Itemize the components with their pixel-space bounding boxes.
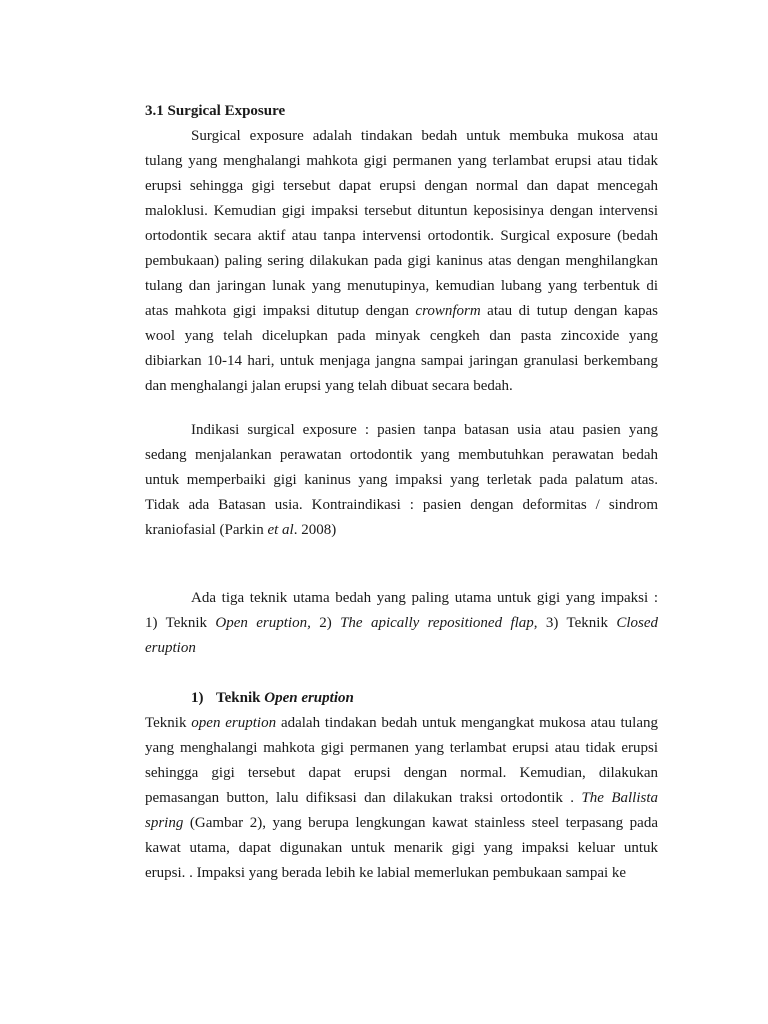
text-line: Ada tiga teknik utama bedah yang paling utama untuk gigi yang impaksi : bbox=[191, 590, 658, 606]
italic-term: spring bbox=[145, 815, 184, 831]
italic-term: Open eruption, bbox=[215, 615, 311, 631]
text-run: kraniofasial (Parkin bbox=[145, 522, 268, 538]
text-line: pembukaan) paling sering dilakukan pada gigi kaninus atas dengan menghilangkan bbox=[145, 253, 658, 269]
text-line bbox=[145, 611, 658, 636]
italic-term: Open eruption bbox=[264, 690, 354, 706]
text-run: . 2008) bbox=[293, 522, 337, 538]
text-line: Tidak ada Batasan usia. Kontraindikasi : pasien dengan deformitas / sindrom bbox=[145, 497, 658, 513]
text-run: atau di tutup dengan kapas bbox=[480, 303, 658, 319]
list-number: 1) bbox=[191, 690, 204, 706]
italic-term: open eruption bbox=[191, 715, 277, 731]
paragraph-surgical-exposure bbox=[145, 124, 658, 399]
paragraph-teknik-utama bbox=[145, 586, 658, 661]
italic-term: The apically repositioned flap bbox=[340, 615, 534, 631]
text-line: kawat utama, dapat digunakan untuk menarik gigi yang impaksi keluar untuk bbox=[145, 840, 658, 856]
text-line: maloklusi. Kemudian gigi impaksi tersebut dituntun keposisinya dengan intervensi bbox=[145, 203, 658, 219]
text-line: untuk memperbaiki gigi kaninus yang impaksi yang terletak pada palatum atas. bbox=[145, 472, 658, 488]
text-line: Surgical exposure adalah tindakan bedah untuk membuka mukosa atau bbox=[191, 128, 658, 144]
text-run: Teknik bbox=[216, 690, 265, 706]
text-run: 1) Teknik bbox=[145, 615, 216, 631]
text-line: erupsi. . Impaksi yang berada lebih ke labial memerlukan pembukaan sampai ke bbox=[145, 865, 627, 881]
text-line: erupsi sehingga gigi tersebut dapat erupsi dengan normal dan dapat mencegah bbox=[145, 178, 658, 194]
text-run: atas mahkota gigi impaksi ditutup dengan bbox=[145, 303, 416, 319]
text-line: sedang menjalankan perawatan ortodontik yang membutuhkan perawatan bedah bbox=[145, 447, 658, 463]
paragraph-indikasi bbox=[145, 418, 658, 543]
text-run: , 3) Teknik bbox=[533, 615, 617, 631]
italic-term: crownform bbox=[415, 303, 481, 319]
text-run: 2) bbox=[310, 615, 341, 631]
text-run: Teknik bbox=[145, 715, 192, 731]
text-line bbox=[145, 299, 658, 324]
text-line bbox=[145, 811, 658, 836]
text-line: Indikasi surgical exposure : pasien tanpa batasan usia atau pasien yang bbox=[191, 422, 658, 438]
text-run: pemasangan button, lalu difiksasi dan dilakukan traksi ortodontik . bbox=[145, 790, 582, 806]
text-run: (Gambar 2), yang berupa lengkungan kawat stainless steel terpasang pada bbox=[183, 815, 658, 831]
section-heading: 3.1 Surgical Exposure bbox=[145, 103, 286, 119]
text-line bbox=[145, 786, 658, 811]
text-line: yang menghalangi mahkota gigi permanen yang terlambat erupsi atau tidak erupsi bbox=[145, 740, 658, 756]
text-run: adalah tindakan bedah untuk mengangkat mukosa atau tulang bbox=[276, 715, 658, 731]
text-line: tulang yang menghalangi mahkota gigi permanen yang terlambat erupsi atau tidak bbox=[145, 153, 658, 169]
subsection-heading bbox=[145, 686, 704, 711]
text-line: eruption bbox=[145, 640, 196, 656]
italic-term: et al bbox=[267, 522, 294, 538]
text-line: dan menghalangi jalan erupsi yang telah dibuat secara bedah. bbox=[145, 378, 513, 394]
text-line: tulang dan jaringan lunak yang menutupinya, kemudian lubang yang terbentuk di bbox=[145, 278, 658, 294]
italic-term: Closed bbox=[616, 615, 658, 631]
text-line: sehingga gigi tersebut dapat erupsi dengan normal. Kemudian, dilakukan bbox=[145, 765, 658, 781]
italic-term: The Ballista bbox=[581, 790, 658, 806]
paragraph-open-eruption bbox=[145, 711, 658, 886]
text-line: ortodontik secara aktif atau tanpa intervensi ortodontik. Surgical exposure (bedah bbox=[145, 228, 658, 244]
text-line: wool yang telah dicelupkan pada minyak cengkeh dan pasta zincoxide yang bbox=[145, 328, 658, 344]
text-line bbox=[145, 711, 658, 736]
text-line bbox=[145, 518, 658, 543]
text-line: dibiarkan 10-14 hari, untuk menjaga jangna sampai jaringan granulasi berkembang bbox=[145, 353, 658, 369]
